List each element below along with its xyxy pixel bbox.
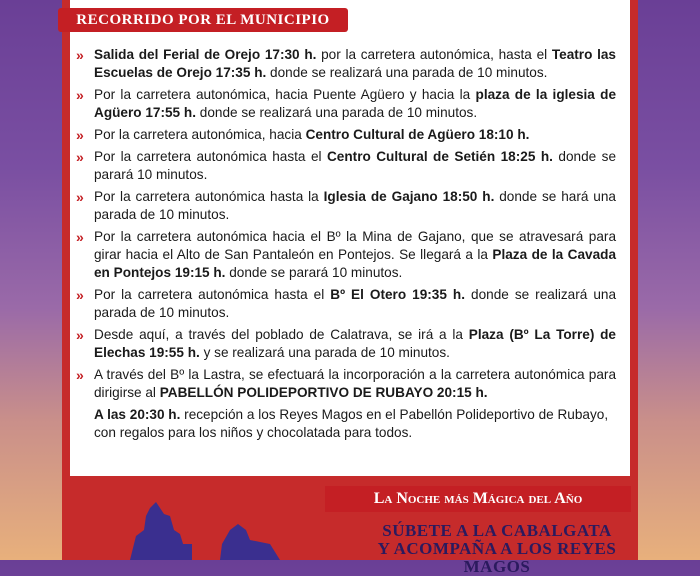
body-text: recepción a los Reyes Magos en el Pabellón Polideportivo de Rubayo, con regalos para los niños y chocolatada para todos. [94, 407, 609, 440]
body-text: donde se parará 10 minutos. [225, 265, 403, 280]
route-stop [76, 366, 616, 402]
body-text: y se realizará una parada de 10 minutos. [199, 345, 450, 360]
call-to-action [352, 522, 642, 576]
body-text: Por la carretera autonómica hasta el [94, 149, 327, 164]
kings-silhouette-illustration [110, 500, 300, 560]
double-chevron-icon: » [76, 87, 84, 103]
highlight-text: Iglesia de Gajano 18:50 h. [323, 189, 495, 204]
route-stop [76, 86, 616, 122]
highlight-text: Centro Cultural de Agüero 18:10 h. [305, 127, 530, 142]
section-title: RECORRIDO POR EL MUNICIPIO [58, 8, 348, 32]
double-chevron-icon: » [76, 149, 84, 165]
route-stop [76, 188, 616, 224]
route-stop [76, 326, 616, 362]
body-text: por la carretera autonómica, hasta el [316, 47, 552, 62]
highlight-text: Bº El Otero 19:35 h. [330, 287, 466, 302]
double-chevron-icon: » [76, 229, 84, 245]
body-text: donde se realizará una parada de 10 minutos. [195, 105, 478, 120]
body-text: Desde aquí, a través del poblado de Calatrava, se irá a la [94, 327, 469, 342]
highlight-text: Plaza de la Cavada en Pontejos 19:15 h. [94, 247, 617, 280]
body-text: donde se realizará una parada de 10 minutos. [94, 287, 616, 320]
route-stop [76, 148, 616, 184]
body-text: Por la carretera autonómica hasta la [94, 189, 324, 204]
body-text: Por la carretera autonómica, hacia [94, 127, 306, 142]
route-list [76, 46, 616, 442]
highlight-text: plaza de la iglesia de Agüero 17:55 h. [94, 87, 617, 120]
double-chevron-icon: » [76, 47, 84, 63]
body-text: Por la carretera autonómica, hacia Puente Agüero y hacia la [94, 87, 476, 102]
body-text: Por la carretera autonómica hacia el Bº la Mina de Gajano, que se atravesará para girar hacia el Alto de San Pantaleón en Pontejos. Se llegará a la [94, 229, 616, 262]
reception-note [76, 406, 616, 442]
body-text: Por la carretera autonómica hasta el [94, 287, 331, 302]
double-chevron-icon: » [76, 127, 84, 143]
highlight-text: Centro Cultural de Setién 18:25 h. [326, 149, 553, 164]
double-chevron-icon: » [76, 367, 84, 383]
body-text: A través del Bº la Lastra, se efectuará la incorporación a la carretera autonómica para dirigirse al [94, 367, 616, 400]
body-text: donde se parará 10 minutos. [94, 149, 617, 182]
slogan-banner [325, 486, 631, 512]
highlight-text: PABELLÓN POLIDEPORTIVO DE RUBAYO 20:15 h. [159, 385, 488, 400]
route-stop [76, 228, 616, 282]
route-stop [76, 286, 616, 322]
body-text: donde se hará una parada de 10 minutos. [94, 189, 616, 222]
highlight-text: A las 20:30 h. [94, 407, 181, 422]
double-chevron-icon: » [76, 287, 84, 303]
double-chevron-icon: » [76, 327, 84, 343]
double-chevron-icon: » [76, 189, 84, 205]
slogan-text: La Noche más Mágica del Año [373, 490, 583, 507]
body-text: donde se realizará una parada de 10 minutos. [266, 65, 548, 80]
route-stop [76, 126, 616, 144]
highlight-text: Salida del Ferial de Orejo 17:30 h. [94, 47, 317, 62]
cta-line-1: SÚBETE A LA CABALGATA [382, 521, 612, 540]
highlight-text: Teatro las Escuelas de Orejo 17:35 h. [94, 47, 616, 80]
route-stop [76, 46, 616, 82]
cta-line-2: Y ACOMPAÑA A LOS REYES MAGOS [377, 539, 617, 576]
highlight-text: Plaza (Bº La Torre) de Elechas 19:55 h. [94, 327, 616, 360]
